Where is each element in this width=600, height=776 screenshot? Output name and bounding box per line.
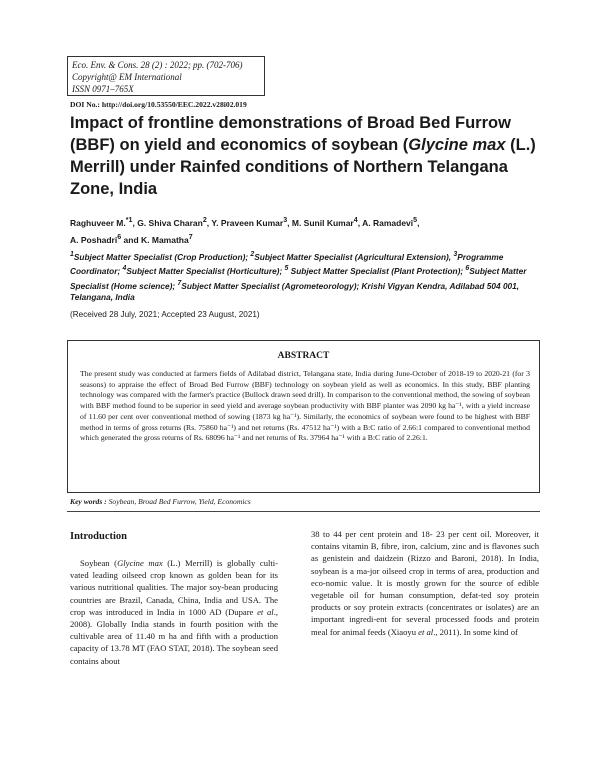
affil-sup: 5 xyxy=(284,265,289,273)
author-sup: 7 xyxy=(188,232,193,241)
journal-citation-box xyxy=(67,56,265,96)
journal-citation-line: Eco. Env. & Cons. 28 (2) : 2022; pp. (702-706) xyxy=(72,60,243,70)
abstract-heading: ABSTRACT xyxy=(277,351,330,361)
title-part-1: Impact of frontline demonstrations of Broad Bed Furrow (BBF) on yield and economics of soybean ( xyxy=(70,114,511,154)
issn-line: ISSN 0971–765X xyxy=(72,84,134,94)
author-list: Raghuveer M.$^{*1}$, G. Shiva Charan$^2$, Y. Praveen Kumar$^3$, M. Sunil Kumar$^4$, A. Ramadevi$^5$, A. Poshadri$^6$ and K. Mamatha$^7$ xyxy=(70,216,420,245)
section-divider xyxy=(67,511,540,512)
title-part-2: (L.) Merrill) under Rainfed conditions of Northern Telangana Zone, India xyxy=(70,136,536,198)
title-species: Glycine max xyxy=(408,136,506,154)
author-sup: 5 xyxy=(413,216,418,224)
author-name: A. Poshadri xyxy=(70,234,118,245)
author-name: A. Ramadevi xyxy=(362,217,414,228)
author-sup: 2 xyxy=(202,216,207,224)
affil-text: Subject Matter Specialist (Horticulture); xyxy=(126,266,285,277)
keywords-text: Soybean, Broad Bed Furrow, Yield, Economics xyxy=(106,497,251,506)
intro-text: Soybean ( xyxy=(80,558,118,568)
author-name: G. Shiva Charan xyxy=(137,217,203,228)
author-name: K. Mamatha xyxy=(141,234,189,245)
affil-text: Subject Matter Specialist (Agrometeorology); Krishi Vigyan Kendra, Adilabad 504 001, Telangana, India xyxy=(70,280,520,303)
intro-text: (L.) Merrill) is globally culti-vated leading oilseed crop known as golden bean for its various nutritional qualities. The major soy-bean producing countries are Brazil, Canada, China, India and USA. The crop was introduced in India in 1000 AD (Dupare xyxy=(70,558,279,617)
affil-sup: 6 xyxy=(465,265,470,273)
affil-sup: 3 xyxy=(453,251,458,258)
affil-text: Subject Matter Specialist (Plant Protection); xyxy=(288,266,466,277)
affil-text: Subject Matter Specialist (Home science); xyxy=(70,266,527,291)
introduction-heading: Introduction xyxy=(70,531,127,542)
intro-text: 38 to 44 per cent protein and 18- 23 per cent oil. Moreover, it contains vitamin B, fibre, iron, calcium, zinc and is flavones such as genistein and daidzein (Rizzo and Baroni, 2018). In India, soybean is a ma-jor oilseed crop in terms of area, production and eco-nomic value. It is mostly grown for the source of edible vegetable oil for human consumption, defat-ted soy protein products or soy protein extracts (concentrates or isolates) are an important ingredi-ent for several processed foods and protein meal for animal feeds (Xiaoyu xyxy=(311,529,539,637)
intro-etal: et al xyxy=(257,606,274,617)
author-name: Raghuveer M. xyxy=(70,217,126,228)
affil-text: Subject Matter Specialist (Agricultural Extension), xyxy=(254,251,454,262)
affil-sup: 7 xyxy=(177,279,182,287)
intro-text: ., 2011). In some kind of xyxy=(433,626,518,637)
affil-text: Subject Matter Specialist (Crop Production); xyxy=(73,251,251,262)
author-name: Y. Praveen Kumar xyxy=(211,217,284,228)
affil-sup: 2 xyxy=(250,251,255,258)
keywords xyxy=(70,497,251,506)
affil-sup: 1 xyxy=(70,251,74,258)
doi-link[interactable]: DOI No.: http://doi.org/10.53550/EEC.2022.v28i02.019 xyxy=(70,100,247,109)
affiliations xyxy=(70,249,540,304)
affil-text: Programme Coordinator; xyxy=(70,251,504,277)
intro-left-column xyxy=(70,557,278,667)
copyright-line: Copyright@ EM International xyxy=(72,72,182,82)
author-sup: 6 xyxy=(117,232,122,241)
paper-title xyxy=(70,112,540,200)
intro-species: Glycine max xyxy=(117,558,163,568)
affil-sup: 4 xyxy=(122,265,127,273)
received-dates: (Received 28 July, 2021; Accepted 23 August, 2021) xyxy=(70,310,260,319)
author-sup: 4 xyxy=(353,216,358,224)
author-name: M. Sunil Kumar xyxy=(291,217,354,228)
author-sup: 3 xyxy=(283,216,288,224)
abstract-text: The present study was conducted at farmers fields of Adilabad district, Telangana state, India during June-October of 2018-19 to 2020-21 (for 3 seasons) to appraise the effect of Broad Bed Furrow (BBF) technology on soybean yield as well as economics. In this study, BBF planting technology was compared with the farmer's practice (Bullock drawn seed drill). In comparison to the conventional method, the sowing of soybean with BBF method found to be superior in seed yield and average soybean productivity with BBF planter was 2090 kg ha⁻¹, with a yield increase of 11.60 per cent over conventional method of sowing (1873 kg ha⁻¹). Similarly, the economics of soybean were found to be highest with BBF method in terms of gross returns (Rs. 75860 ha⁻¹) and net returns (Rs. 47512 ha⁻¹) with a B:C ratio of 2.66:1 compared to conventional method which generated the gross returns of Rs. 68096 ha⁻¹ and net returns of Rs. 37964 ha⁻¹ with a B:C ratio of 2.26:1. xyxy=(80,369,530,443)
abstract-box xyxy=(67,340,540,493)
intro-right-column xyxy=(311,528,539,638)
keywords-label: Key words : xyxy=(70,497,107,506)
intro-text: ., 2008). Globally India stands in fourth position with the cultivable area of 11.40 m ha and fifth with a production capacity of 13.78 MT (FAO STAT, 2018). The soybean seed contains about xyxy=(70,606,278,666)
intro-etal: et al xyxy=(418,626,434,637)
author-sup: *1 xyxy=(125,216,133,224)
